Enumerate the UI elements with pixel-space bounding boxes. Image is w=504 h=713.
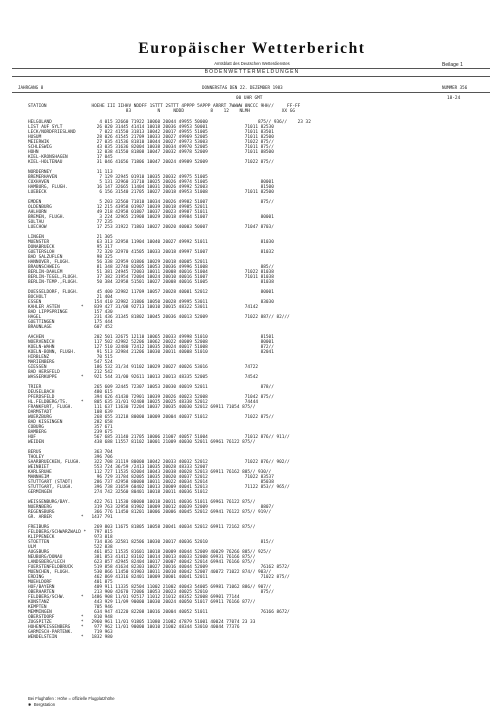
column-header-line-1: STATION HOEHE III IIHHV NDDFF 1STTT 2STTT 4PPPP 5APPP ARRRT 7WWWW 8NCCC 9HH// FF-FF [28,104,301,109]
right-time-label: 18-24 [447,96,461,101]
issue-info-bar [12,84,490,93]
column-header-line-2: 83 N NDDD 8 12 NLMH XX GG [28,109,295,114]
issue-date: DONNERSTAG DEN 22. DEZEMBER 1983 [202,85,283,90]
station-data-table: HELGOLAND 4 015 32660 71922 10060 20044 49955 50000 875// 936// 23 32 LIST AUF SYLT 26 020 31445 41414 10018 20036 49953 50001 71011 82530 LECK/NORDFRIESLAND 7 022 41550 31813 10042 20017 49955 51005 71011 83501 HUSUM 28 026 41545 21709 10033 20027 49969 52005 71011 82500 MEIERWIK 27 035 41536 81810 10044 20027 49973 53003 71022 875// SCHLESWIG 43 035 31636 82004 10038 20034 49970 52005 71011 875// HOHN 12 038 41550 81808 10047 20032 49978 52009 71011 88500 KIEL-KRONSHAGEN 17 045 KIEL-HOLTENAU 31 046 41656 71806 10047 20024 49989 52009 71022 875// NORDERNEY 11 113 BREMERHAVEN 7 129 32945 01910 10035 20032 49975 51005 CUXHAVEN 5 131 32960 31710 10025 20026 49974 51005 80001 HAMBURG, FLUGH. 16 147 32665 11404 10031 20026 49992 52003 81500 LUEBECK 6 156 31540 21705 10027 20018 49953 51008 71011 82500 EMDEN 5 203 32560 71810 10034 20026 49982 51007 875// OLDENBURG 12 215 43958 01907 10039 20018 49985 52011 AHLHORN 49 218 42958 01807 10037 20023 49987 51011 BREMEN, FLUGH. 3 224 32965 21908 10029 20018 49984 51007 80001 SOLTAU 77 235 LUECHOW 17 253 31922 71803 10027 20020 40003 50007 71047 8703/ LINGEN 21 305 MUENSTER 63 313 32958 11904 10040 20027 49992 51011 81030 DONABRUECK 95 317 GUETERSLOH 72 320 32970 41505 10033 20018 49997 51007 81032 BAD SALZUFLEN 98 325 HANNOVER, FLUGH. 56 338 32959 01806 10029 20018 40005 52011 BRAUNSCHWEIG 81 348 32740 82005 10053 20036 49996 51008 885// BERLIN-DAHLEM 51 381 24945 72003 10011 20008 40016 51004 71022 81038 BERLIN-TEGEL,FLUGH. 37 382 31954 72004 10024 20010 40016 51007 71011 81038 BERLIN-TEMP.,FLUGH. 50 384 32958 51501 10027 20008 40016 51005 81038 DUESSELDORF, FLUGH. 45 400 32982 11709 10057 20028 40001 52012 80001 BOCHOLT 21 404 ESSEN 154 410 32982 31806 10050 20028 49995 53011 83030 KAHLER ASTEN * 839 427 31/08 92713 10010 20015 48322 53011 74142 BAD LIPPSPRINGE 157 430 HAGEL 231 436 31345 81802 10045 20036 40013 52009 71022 887// 82/// GOETTINGEN 175 444 BRAUNLAGE 607 452 AACHEN 202 501 32675 12110 10065 20033 49998 51010 81501 NOERVENICH 117 502 42982 52206 10062 20022 40009 52008 80001 KOELN-WAHN 127 510 32480 72412 10035 20024 40017 51008 872// KOELN-BONN, FLUGH. 91 513 32984 21206 10030 20011 40008 51010 82041 HIRBLENZ 70 515 MARIENBERG 547 524 GIESSEN 186 532 31/34 91102 10029 20027 40026 53016 74722 BAD HERSFELD 212 542 WASSERKUPPE * 921 544 31/00 92611 10013 20013 48335 52005 74542 TRIER 265 609 32445 72307 10053 20030 40019 52011 878// DEUSELBACH 480 615 PFERDSFELD 394 626 41430 72901 10039 20026 40023 52008 71042 875// HL.FELDBERG/TS. * 805 635 31/01 92408 10025 20025 48338 52012 74444 FRANKFURT, FLUGH. 111 637 11630 72204 10037 20035 40030 52012 69911 71054 875// DARMSTADT 108 639 WUERZBURG 268 655 31218 80000 10009 20004 40037 51012 71022 875// BAD KISSINGEN 282 658 COBURG 357 671 BAMBERG 239 675 HOF 567 685 31140 21705 10006 21007 40057 51004 71012 876// 911// WEIDEN 438 688 11557 81102 10001 21009 40030 52011 69961 76122 875// BERUS 363 704 THOLEY 396 706 SAARBRUECKEN, FLUGH. 322 708 31119 80000 10042 20033 40032 52012 71022 876// 902// WEINBIET 553 724 36/59 /2413 10035 20028 48333 52007 KARLSRUHE 112 727 11535 82004 10043 20038 40028 52013 69911 76162 885// 930// MANNHEIM 96 729 31784 82005 10035 20020 40037 52012 71022 83537 STUTTGART (STADT) 286 737 42958 80000 10011 20022 40034 52014 85038 STUTTGART, FLUGH. 396 738 31659 60402 10013 20009 40041 52013 71122 853// 965// GERMINGEN 274 742 32560 80401 10018 20011 40036 51012 WEISSENBURG/BAY. 422 761 11530 80000 10018 20011 40036 51011 69961 76122 875// NUERNBERG 319 763 32958 81902 10009 20012 40039 52009 8807/ REGENSBURG 366 776 11450 81201 10006 20006 40045 52012 69941 76122 875// 919// GR. ARBER * 1437 791 FREIBURG 269 803 11675 81805 10058 20041 40034 52012 69911 72162 875// FELDBERG/SCHWARZWALD * 797 815 KLIPPENECK 973 818 STOETTEN 734 836 32581 82506 10030 20017 40036 52010 815// ULM 522 838 AUGSBURG 461 852 11535 81601 10018 20009 40044 52009 40029 76266 885// 925// NEUBURG/DONAU 381 853 41412 83102 10014 20013 40033 52008 69931 76166 875// LANDSBERG/LECH 623 857 42945 82404 10017 20007 40042 52014 69941 76166 875// FUERSTENFELDBRUCK 519 858 41634 82303 10027 20016 40044 52009 76162 8572/ MUENCHEN, FLUGH. 530 866 11450 81903 10011 20010 40042 52007 40072 71022 874// 903// ERDING 462 869 41316 82401 10009 20001 40041 52011 71022 875// MUEHLDORF 401 875 HOF/BAYERN 409 911 11335 82504 11002 21002 40043 54005 69981 71062 886// 907// OBERHARTEN 213 900 42670 72006 10053 20023 40025 52010 875// FELDBERG/SCHW. * 1486 908 11/01 92517 11012 21012 48352 52008 69901 77144 KONSTANZ 443 929 11/09 90000 10030 20024 40050 51017 69911 76166 877// KEMPTEN 705 946 MEMMINGEN 634 947 41220 82208 10016 20004 40052 51011 76166 8672/ OBERSTDORF * 810 948 ZUGSPITZE * 2960 961 11/01 91805 11080 21082 47879 51001 40024 77074 23 33 HOHENPEISSENBERG * 977 962 11/01 90000 10010 21002 48344 53010 40044 77376 GARMISCH-PARTENK. 719 963 WENDELSTEIN * 1832 980 [28,120,311,640]
report-subtitle: Amtsblatt des Deutschen Wetterdienstes [214,61,290,66]
footnote-airports: Bei Flughäfen : Höhe = offizielle Flugplatzhöhe [28,696,115,701]
volume-label: JAHRGANG 8 [18,85,44,90]
issue-number: NUMMER 356 [442,85,468,90]
header-rule-bottom [12,76,490,77]
observation-time: 00 UHR GMT [236,96,263,101]
section-heading: BODENWETTERMELDUNGEN [204,69,300,75]
supplement-label: Beilage 1 [442,62,463,68]
report-title: Europäischer Wetterbericht [138,40,366,57]
footnote-mountain-station: ✱ Bergstation [28,702,56,707]
